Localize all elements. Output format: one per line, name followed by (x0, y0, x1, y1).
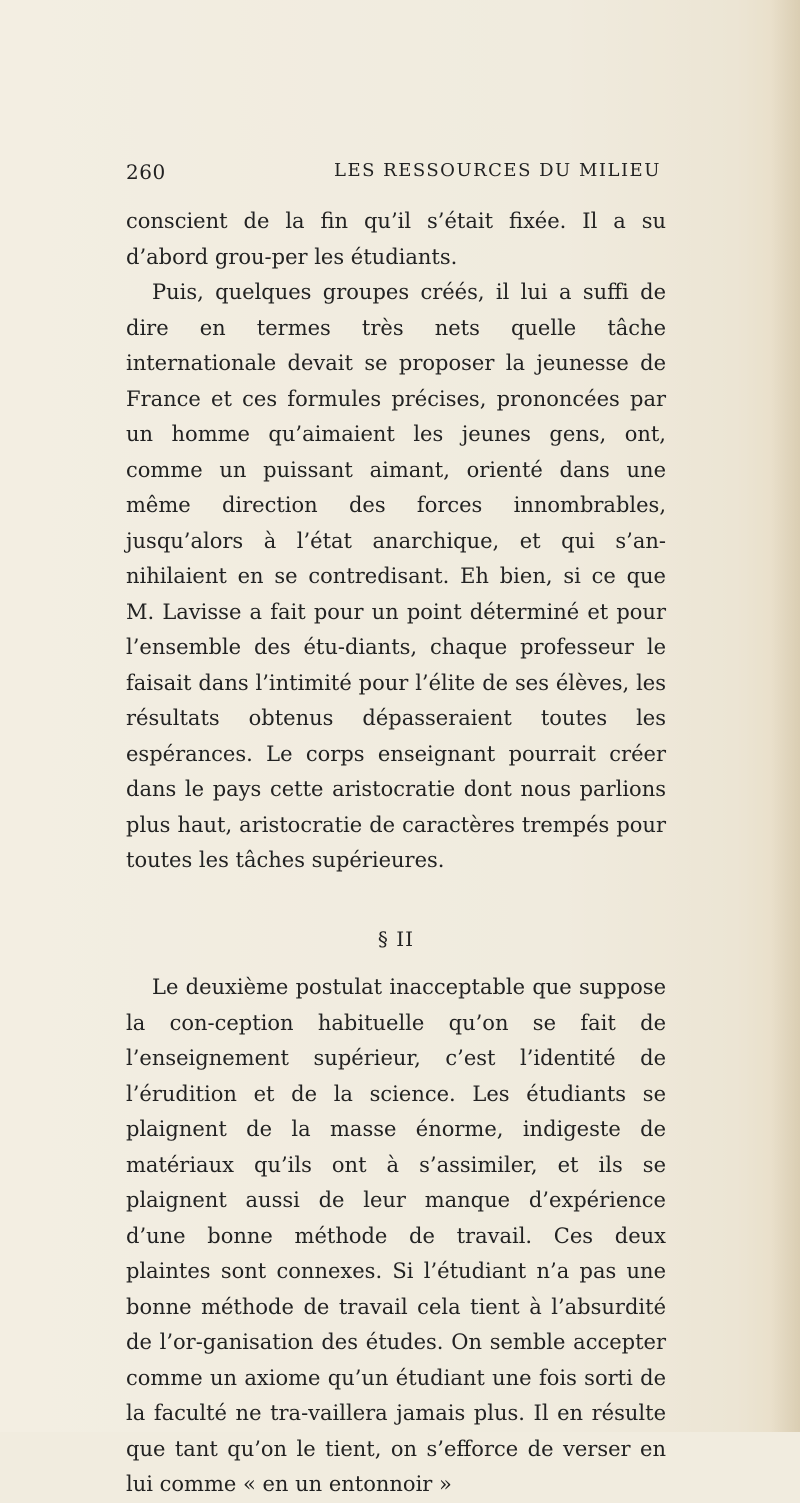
page-number: 260 (126, 160, 166, 184)
running-title: LES RESSOURCES DU MILIEU (334, 160, 661, 181)
running-head (126, 160, 666, 190)
body-text (126, 204, 666, 1503)
section-heading: § II (377, 926, 415, 951)
paragraph-2: Puis, quelques groupes créés, il lui a suffi de dire en termes très nets quelle tâche internationale devait se proposer la jeunesse de France et ces formules précises, prononcées par un homme qu’aimaient les jeunes gens, ont, comme un puissant aimant, orienté dans une même direction des forces innombrables, jusqu’alors à l’état anarchique, et qui s’an-nihilaient en se contredisant. Eh bien, si ce que M. Lavisse a fait pour un point déterminé et pour l’ensemble des étu-diants, chaque professeur le faisait dans l’intimité pour l’élite de ses élèves, les résultats obtenus dépasseraient toutes les espérances. Le corps enseignant pourrait créer dans le pays cette aristocratie dont nous parlions plus haut, aristocratie de caractères trempés pour toutes les tâches supérieures. (126, 280, 666, 872)
page-edge-shadow (770, 0, 800, 1432)
paragraph-3: Le deuxième postulat inacceptable que suppose la con-ception habituelle qu’on se fait de l’enseignement supérieur, c’est l’identité de l’érudition et de la science. Les étudiants se plaignent de la masse énorme, indigeste de matériaux qu’ils ont à s’assimiler, et ils se plaignent aussi de leur manque d’expérience d’une bonne méthode de travail. Ces deux plaintes sont connexes. Si l’étudiant n’a pas une bonne méthode de travail cela tient à l’absurdité de l’or-ganisation des études. On semble accepter comme un axiome qu’un étudiant une fois sorti de la faculté ne tra-vaillera jamais plus. Il en résulte que tant qu’on le tient, on s’efforce de verser en lui comme « en un entonnoir » (126, 975, 666, 1496)
paragraph-1: conscient de la fin qu’il s’était fixée. Il a su d’abord grou-per les étudiants. (126, 209, 666, 269)
